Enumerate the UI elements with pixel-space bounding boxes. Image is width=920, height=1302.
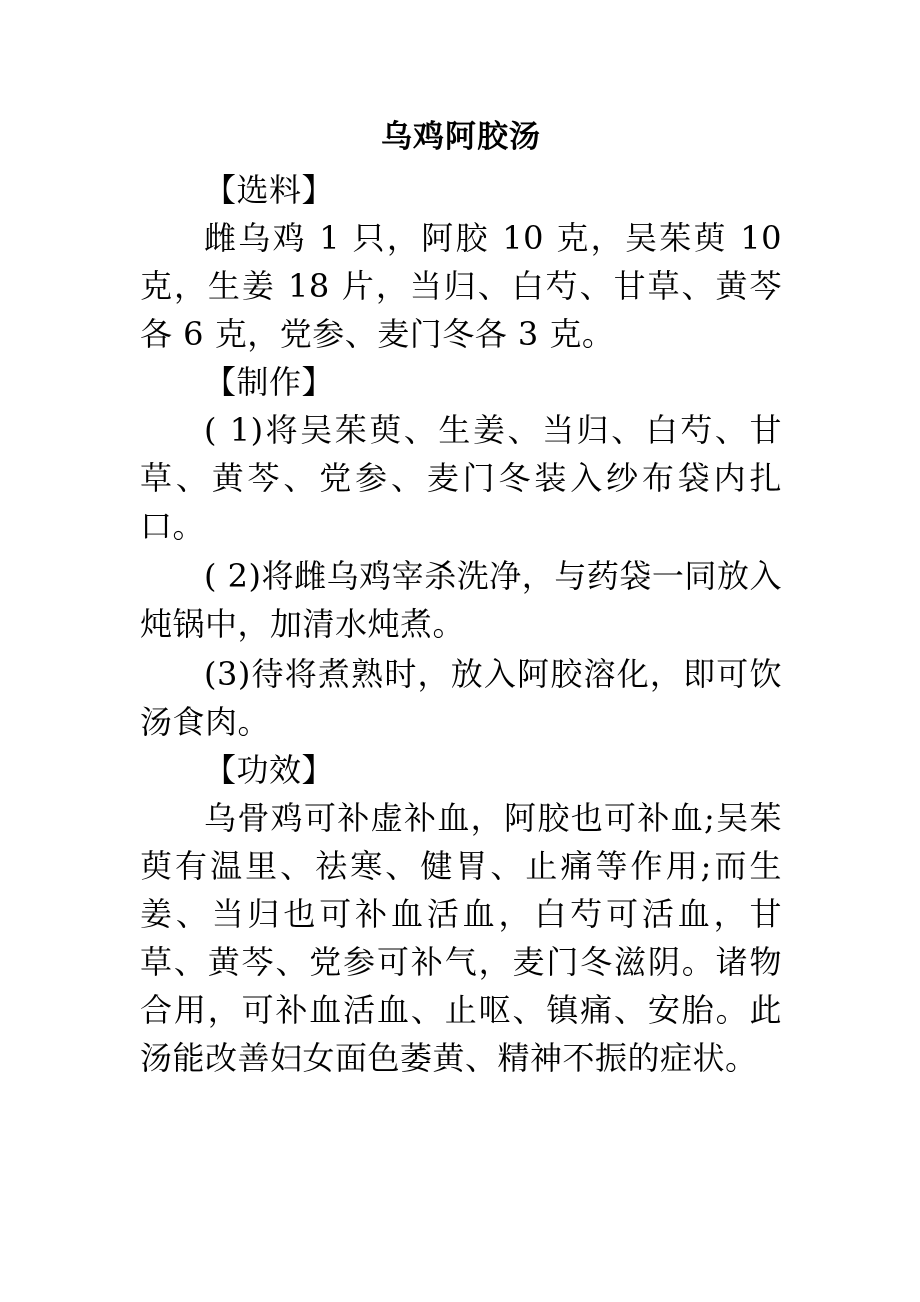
section-heading-ingredients: 【选料】 (204, 171, 335, 209)
section-ingredients (140, 166, 782, 358)
section-effects (140, 746, 782, 1082)
page-title: 乌鸡阿胶汤 (381, 119, 541, 155)
section-heading-preparation: 【制作】 (204, 363, 335, 401)
preparation-step-1: ( 1)将吴茱萸、生姜、当归、白芍、甘草、黄芩、党参、麦门冬装入纱布袋内扎口。 (140, 411, 782, 545)
document-page (140, 108, 782, 1082)
preparation-step-2: ( 2)将雌乌鸡宰杀洗净，与药袋一同放入炖锅中，加清水炖煮。 (140, 557, 782, 643)
effects-paragraph: 乌骨鸡可补虚补血，阿胶也可补血;吴茱萸有温里、祛寒、健胃、止痛等作用;而生姜、当归也可补血活血，白芍可活血，甘草、黄芩、党参可补气，麦门冬滋阴。诸物合用，可补血活血、止呕、镇痛、安胎。此汤能改善妇女面色萎黄、精神不振的症状。 (140, 799, 782, 1077)
ingredients-paragraph: 雌乌鸡 1 只，阿胶 10 克，吴茱萸 10 克，生姜 18 片，当归、白芍、甘草、黄芩各 6 克，党参、麦门冬各 3 克。 (140, 219, 782, 353)
preparation-step-3: (3)待将煮熟时，放入阿胶溶化，即可饮汤食肉。 (140, 655, 782, 741)
section-preparation (140, 358, 782, 746)
section-heading-effects: 【功效】 (204, 751, 335, 789)
